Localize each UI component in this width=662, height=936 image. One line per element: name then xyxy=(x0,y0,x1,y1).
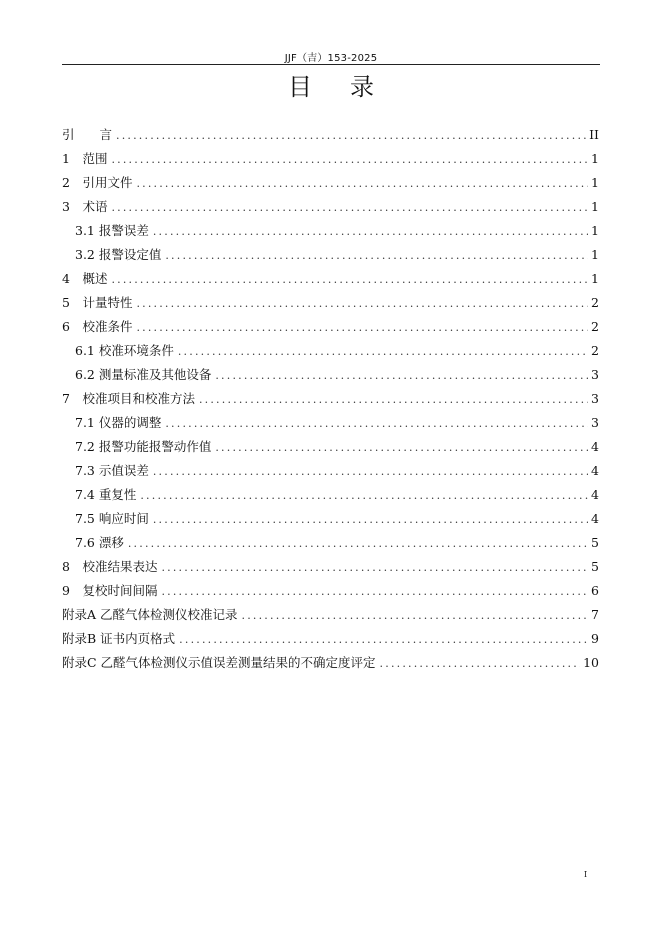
toc-entry-label: 附录C 乙醛气体检测仪示值误差测量结果的不确定度评定 xyxy=(62,655,376,670)
toc-entry-label: 7.2 报警功能报警动作值 xyxy=(75,439,212,454)
toc-entry-label: 3.2 报警设定值 xyxy=(75,247,162,262)
toc-entry[interactable] xyxy=(62,171,599,195)
toc-entry-label: 5 计量特性 xyxy=(62,295,133,310)
toc-entry-label: 4 概述 xyxy=(62,271,108,286)
toc-leader-dots xyxy=(215,364,588,388)
toc-entry-label: 1 范围 xyxy=(62,151,108,166)
toc-entry-page: 5 xyxy=(591,559,599,574)
toc-entry-label: 8 校准结果表达 xyxy=(62,559,158,574)
toc-entry[interactable] xyxy=(62,315,599,339)
toc-entry[interactable] xyxy=(62,387,599,411)
toc-entry-label: 7 校准项目和校准方法 xyxy=(62,391,195,406)
toc-leader-dots xyxy=(153,508,588,532)
toc-leader-dots xyxy=(380,652,581,676)
toc-leader-dots xyxy=(179,628,588,652)
toc-entry[interactable] xyxy=(62,219,599,243)
toc-entry-label: 7.6 漂移 xyxy=(75,535,124,550)
toc-entry[interactable] xyxy=(62,531,599,555)
toc-entry-page: 5 xyxy=(591,535,599,550)
toc-entry[interactable] xyxy=(62,123,599,147)
toc-entry-label: 9 复校时间间隔 xyxy=(62,583,158,598)
toc-entry[interactable] xyxy=(62,147,599,171)
toc-entry[interactable] xyxy=(62,363,599,387)
toc-entry-page: 1 xyxy=(591,199,599,214)
toc-entry-page: 6 xyxy=(591,583,599,598)
toc-entry[interactable] xyxy=(62,435,599,459)
page-number: I xyxy=(584,870,588,879)
toc-leader-dots xyxy=(161,556,588,580)
toc-entry[interactable] xyxy=(62,507,599,531)
toc-leader-dots xyxy=(111,196,588,220)
toc-leader-dots xyxy=(242,604,588,628)
toc-entry[interactable] xyxy=(62,243,599,267)
toc-entry[interactable] xyxy=(62,267,599,291)
toc-entry-page: 1 xyxy=(591,223,599,238)
toc-entry-page: 3 xyxy=(591,415,599,430)
toc-entry-page: II xyxy=(589,127,599,142)
toc-entry-page: 3 xyxy=(591,391,599,406)
toc-entry-label: 2 引用文件 xyxy=(62,175,133,190)
toc-entry-page: 3 xyxy=(591,367,599,382)
toc-entry[interactable] xyxy=(62,291,599,315)
page-title: 目录 xyxy=(288,73,412,101)
toc-leader-dots xyxy=(116,124,586,148)
toc-entry-label: 7.3 示值误差 xyxy=(75,463,149,478)
toc-entry-page: 4 xyxy=(591,487,599,502)
toc-leader-dots xyxy=(153,220,588,244)
toc-entry-label: 6 校准条件 xyxy=(62,319,133,334)
toc-leader-dots xyxy=(111,148,588,172)
toc-entry[interactable] xyxy=(62,483,599,507)
toc-leader-dots xyxy=(153,460,588,484)
table-of-contents xyxy=(62,123,599,675)
toc-entry-page: 7 xyxy=(591,607,599,622)
toc-entry-label: 7.5 响应时间 xyxy=(75,511,149,526)
toc-entry-page: 10 xyxy=(583,655,599,670)
toc-entry-page: 4 xyxy=(591,511,599,526)
toc-entry-page: 1 xyxy=(591,175,599,190)
toc-leader-dots xyxy=(178,340,588,364)
toc-entry[interactable] xyxy=(62,603,599,627)
toc-entry-label: 附录A 乙醛气体检测仪校准记录 xyxy=(62,607,238,622)
toc-entry-label: 6.1 校准环境条件 xyxy=(75,343,174,358)
toc-leader-dots xyxy=(161,580,588,604)
toc-entry[interactable] xyxy=(62,195,599,219)
toc-leader-dots xyxy=(111,268,588,292)
toc-leader-dots xyxy=(128,532,588,556)
toc-entry-page: 4 xyxy=(591,439,599,454)
toc-leader-dots xyxy=(136,172,588,196)
toc-entry-label: 3.1 报警误差 xyxy=(75,223,149,238)
toc-entry[interactable] xyxy=(62,555,599,579)
toc-entry[interactable] xyxy=(62,579,599,603)
toc-entry-page: 1 xyxy=(591,151,599,166)
toc-entry-label: 3 术语 xyxy=(62,199,108,214)
toc-entry-label: 附录B 证书内页格式 xyxy=(62,631,176,646)
toc-leader-dots xyxy=(165,412,588,436)
toc-leader-dots xyxy=(215,436,588,460)
toc-entry-page: 2 xyxy=(591,319,599,334)
toc-entry-label: 7.4 重复性 xyxy=(75,487,137,502)
toc-entry-page: 1 xyxy=(591,247,599,262)
toc-entry-page: 1 xyxy=(591,271,599,286)
toc-entry-page: 4 xyxy=(591,463,599,478)
toc-leader-dots xyxy=(199,388,588,412)
toc-entry-label: 7.1 仪器的调整 xyxy=(75,415,162,430)
toc-entry-label: 6.2 测量标准及其他设备 xyxy=(75,367,212,382)
toc-leader-dots xyxy=(136,292,588,316)
toc-leader-dots xyxy=(140,484,588,508)
toc-leader-dots xyxy=(136,316,588,340)
toc-entry[interactable] xyxy=(62,459,599,483)
document-header-code: JJF（吉）153-2025 xyxy=(284,53,378,64)
toc-entry-label: 引 言 xyxy=(62,127,113,142)
toc-entry-page: 2 xyxy=(591,295,599,310)
toc-entry-page: 2 xyxy=(591,343,599,358)
toc-leader-dots xyxy=(165,244,588,268)
header-rule xyxy=(62,64,600,65)
toc-entry[interactable] xyxy=(62,627,599,651)
toc-entry[interactable] xyxy=(62,411,599,435)
toc-entry[interactable] xyxy=(62,339,599,363)
toc-entry-page: 9 xyxy=(591,631,599,646)
toc-entry[interactable] xyxy=(62,651,599,675)
